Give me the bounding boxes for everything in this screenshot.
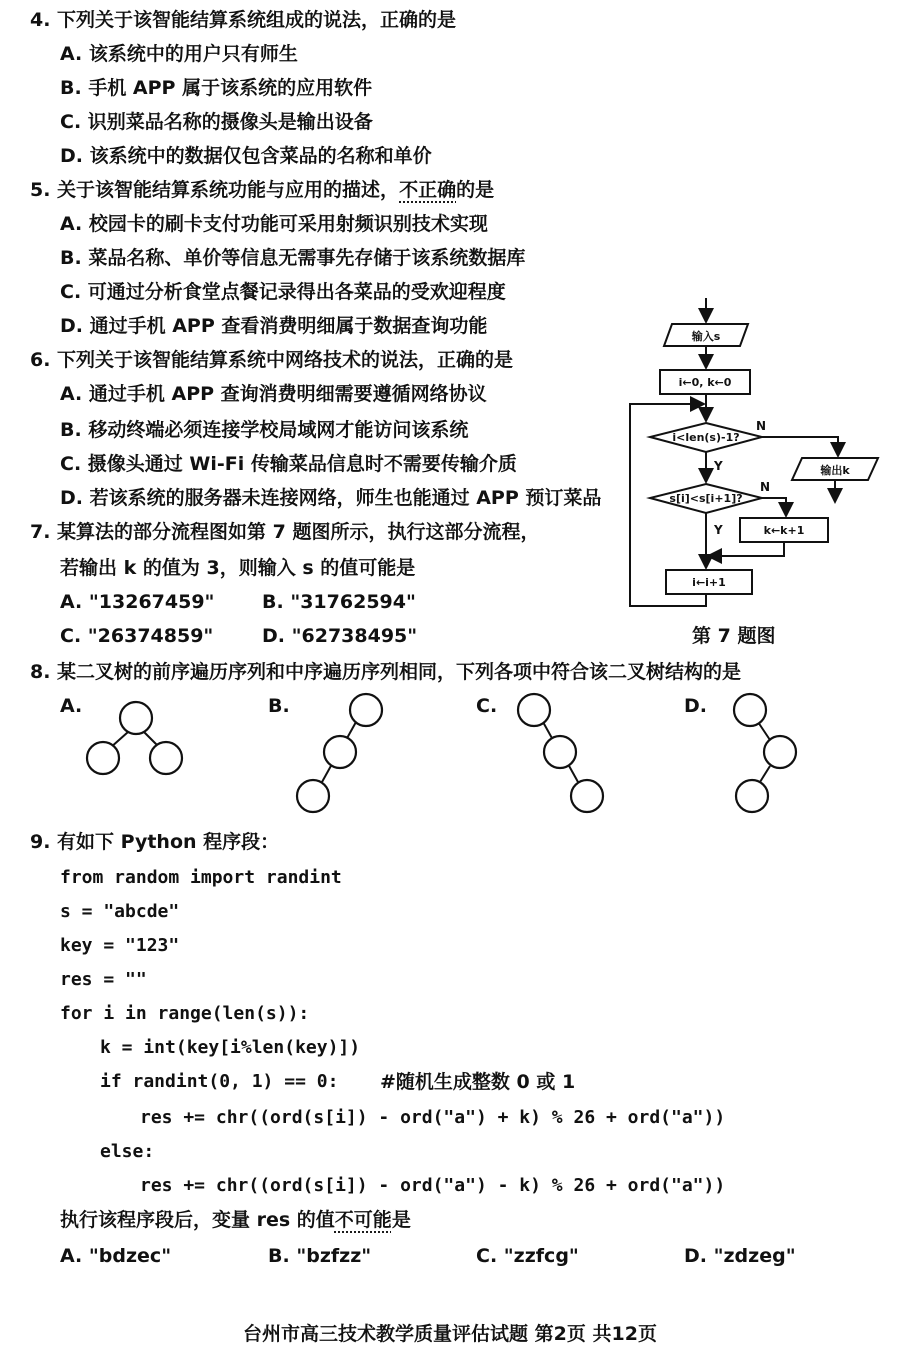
flow-cond2-text: s[i]<s[i+1]? xyxy=(669,492,743,505)
q8-stem: 8. 某二叉树的前序遍历序列和中序遍历序列相同，下列各项中符合该二叉树结构的是 xyxy=(30,661,742,683)
q4-option-a: A. 该系统中的用户只有师生 xyxy=(60,43,298,65)
tree-node xyxy=(297,780,329,812)
flow-input-text: 输入s xyxy=(691,330,721,343)
code-line: res += chr((ord(s[i]) - ord("a") + k) % 26 + ord("a")) xyxy=(140,1107,726,1128)
q9-option-b: B. "bzfzz" xyxy=(268,1245,372,1267)
q8-option-d: D. xyxy=(684,695,707,717)
q5-option-a: A. 校园卡的刷卡支付功能可采用射频识别技术实现 xyxy=(60,213,488,235)
tree-node xyxy=(120,702,152,734)
code-comment: #随机生成整数 0 或 1 xyxy=(380,1071,576,1093)
flow-arrow xyxy=(762,498,786,516)
q4-option-d: D. 该系统中的数据仅包含菜品的名称和单价 xyxy=(60,145,432,167)
tree-node xyxy=(734,694,766,726)
q9-option-d: D. "zdzeg" xyxy=(684,1245,796,1267)
tree-node xyxy=(736,780,768,812)
tree-node xyxy=(350,694,382,726)
q9-option-c: C. "zzfcg" xyxy=(476,1245,579,1267)
q7-option-d: D. "62738495" xyxy=(262,625,418,647)
q6-option-b: B. 移动终端必须连接学校局域网才能访问该系统 xyxy=(60,419,469,441)
q4-option-c: C. 识别菜品名称的摄像头是输出设备 xyxy=(60,111,373,133)
code-line: else: xyxy=(100,1141,155,1162)
flow-yes-label-2: Y xyxy=(714,523,723,537)
flow-yes-label-1: Y xyxy=(714,459,723,473)
flow-no-label-2: N xyxy=(760,480,771,494)
q5-option-d: D. 通过手机 APP 查看消费明细属于数据查询功能 xyxy=(60,315,488,337)
code-line: from random import randint xyxy=(60,867,342,888)
q4-option-b: B. 手机 APP 属于该系统的应用软件 xyxy=(60,77,373,99)
flowchart-caption: 第 7 题图 xyxy=(692,625,776,647)
q5-stem-post: 的是 xyxy=(456,179,495,201)
q5-option-b: B. 菜品名称、单价等信息无需事先存储于该系统数据库 xyxy=(60,247,526,269)
tree-d xyxy=(734,694,796,812)
page-footer: 台州市高三技术教学质量评估试题 第2页 共12页 xyxy=(243,1323,657,1345)
flow-no-label-1: N xyxy=(756,419,767,433)
q8-option-b: B. xyxy=(268,695,290,717)
q9-stem: 9. 有如下 Python 程序段： xyxy=(30,831,280,853)
tree-node xyxy=(764,736,796,768)
q9-question-post: 是 xyxy=(391,1209,411,1231)
code-line: if randint(0, 1) == 0: xyxy=(100,1071,339,1092)
q7-option-c: C. "26374859" xyxy=(60,625,214,647)
q7-stem-line2: 若输出 k 的值为 3，则输入 s 的值可能是 xyxy=(60,557,416,579)
q6-option-a: A. 通过手机 APP 查询消费明细需要遵循网络协议 xyxy=(60,383,487,405)
flow-inc-i-text: i←i+1 xyxy=(692,576,726,589)
q5-stem-emphasis: 不正确 xyxy=(399,179,457,201)
q5-stem-pre: 5. 关于该智能结算系统功能与应用的描述， xyxy=(30,179,400,201)
tree-node xyxy=(544,736,576,768)
q4-stem: 4. 下列关于该智能结算系统组成的说法，正确的是 xyxy=(30,9,457,31)
tree-b xyxy=(297,694,382,812)
flow-arrow xyxy=(708,542,784,556)
q8-option-c: C. xyxy=(476,695,498,717)
q9-question-pre: 执行该程序段后，变量 res 的值 xyxy=(60,1209,335,1231)
flow-inc-k-text: k←k+1 xyxy=(763,524,805,537)
q9-option-a: A. "bdzec" xyxy=(60,1245,172,1267)
flowchart xyxy=(630,298,878,606)
code-line: s = "abcde" xyxy=(60,901,180,922)
q6-option-c: C. 摄像头通过 Wi-Fi 传输菜品信息时不需要传输介质 xyxy=(60,453,517,475)
tree-a xyxy=(87,702,182,774)
q6-stem: 6. 下列关于该智能结算系统中网络技术的说法，正确的是 xyxy=(30,349,514,371)
tree-node xyxy=(324,736,356,768)
q7-stem: 7. 某算法的部分流程图如第 7 题图所示，执行这部分流程， xyxy=(30,521,540,543)
tree-c xyxy=(518,694,603,812)
flow-output-text: 输出k xyxy=(820,464,850,477)
code-line: key = "123" xyxy=(60,935,180,956)
q9-question-emphasis: 不可能 xyxy=(334,1209,392,1231)
q5-option-c: C. 可通过分析食堂点餐记录得出各菜品的受欢迎程度 xyxy=(60,281,506,303)
tree-node xyxy=(518,694,550,726)
tree-node xyxy=(150,742,182,774)
flow-cond1-text: i<len(s)-1? xyxy=(672,431,740,444)
q6-option-d: D. 若该系统的服务器未连接网络，师生也能通过 APP 预订菜品 xyxy=(60,487,602,509)
code-line: res += chr((ord(s[i]) - ord("a") - k) % 26 + ord("a")) xyxy=(140,1175,726,1196)
code-line: k = int(key[i%len(key)]) xyxy=(100,1037,361,1058)
q8-option-a: A. xyxy=(60,695,83,717)
flow-arrow xyxy=(762,437,838,456)
flow-init-text: i←0, k←0 xyxy=(678,376,732,389)
q7-option-a: A. "13267459" xyxy=(60,591,215,613)
code-line: res = "" xyxy=(60,969,147,990)
q7-option-b: B. "31762594" xyxy=(262,591,416,613)
tree-node xyxy=(571,780,603,812)
tree-node xyxy=(87,742,119,774)
code-line: for i in range(len(s)): xyxy=(60,1003,310,1024)
